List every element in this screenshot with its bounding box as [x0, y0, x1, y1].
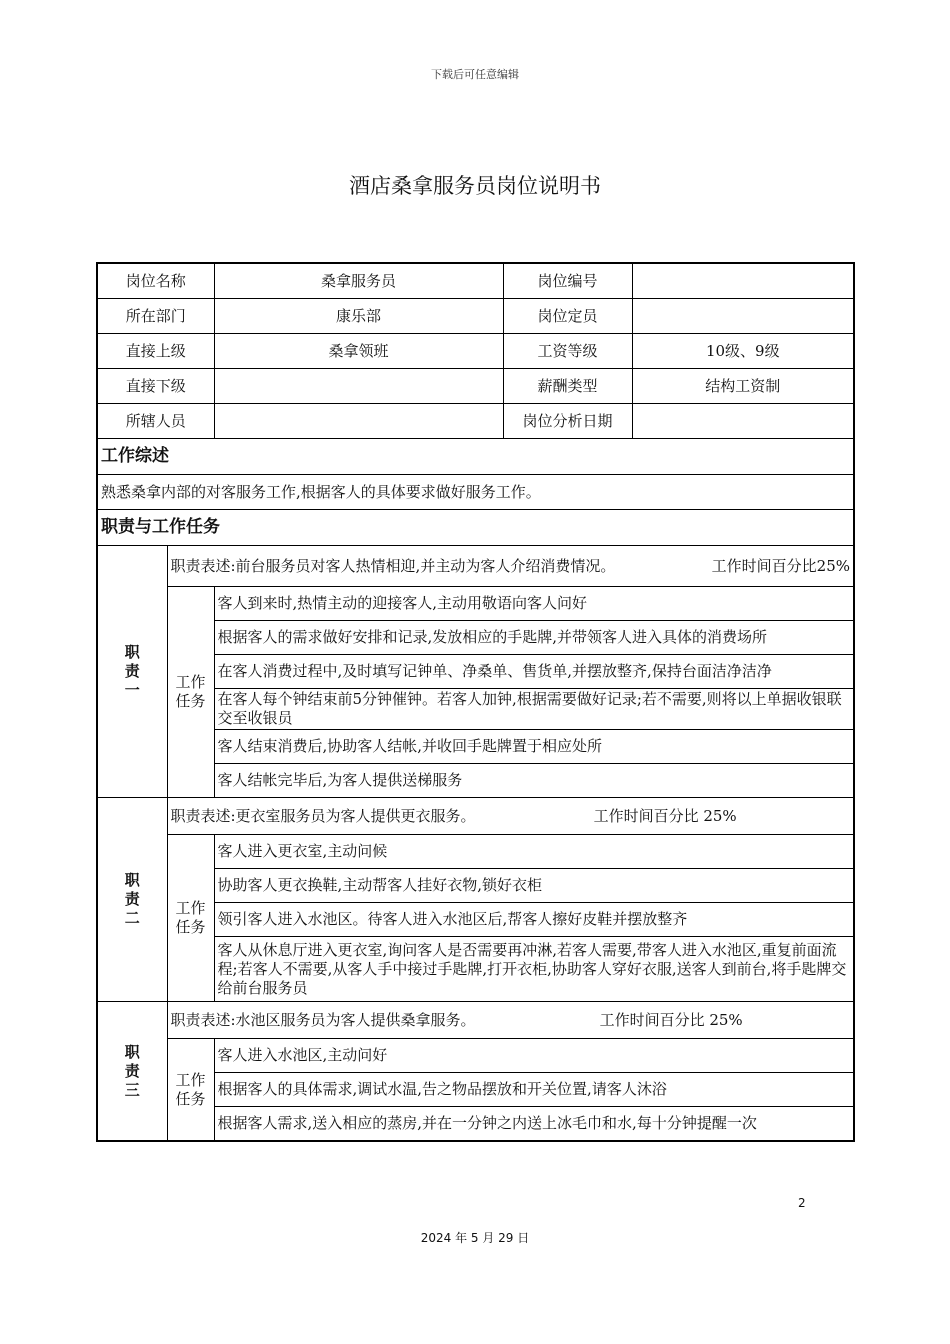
duty-statement-text: 职责表述:前台服务员对客人热情相迎,并主动为客人介绍消费情况。: [170, 556, 616, 575]
duty-percent: 工作时间百分比25%: [711, 556, 851, 575]
info-row: [97, 334, 854, 369]
info-label: 岗位定员: [503, 299, 632, 334]
info-value: 桑拿领班: [214, 334, 503, 369]
info-label: 直接下级: [97, 369, 214, 404]
task-item: 协助客人更衣换鞋,主动帮客人挂好衣物,锁好衣柜: [214, 869, 854, 903]
summary-heading: 工作综述: [97, 439, 854, 475]
footer-date: 2024 年 5 月 29 日: [420, 1231, 530, 1245]
duty-label: 职 责 二: [97, 798, 167, 1002]
duty-label: 职 责 三: [97, 1002, 167, 1142]
page-title: 酒店桑拿服务员岗位说明书: [349, 174, 601, 198]
duty-statement: [167, 1002, 854, 1039]
info-value: [632, 299, 854, 334]
task-item: 客人进入更衣室,主动问候: [214, 835, 854, 869]
duties-heading: 职责与工作任务: [97, 510, 854, 546]
duty-statement-text: 职责表述:更衣室服务员为客人提供更衣服务。: [170, 806, 476, 825]
page-number: 2: [798, 1196, 806, 1210]
task-item: 在客人消费过程中,及时填写记钟单、净桑单、售货单,并摆放整齐,保持台面洁净洁净: [214, 655, 854, 689]
duty-percent: 工作时间百分比 25%: [599, 1010, 743, 1029]
info-value: [214, 369, 503, 404]
info-value: [632, 263, 854, 299]
info-label: 所在部门: [97, 299, 214, 334]
task-label: 工作 任务: [167, 1039, 214, 1142]
info-value: [214, 404, 503, 439]
header-note: 下载后可任意编辑: [431, 68, 519, 81]
task-item: 根据客人的需求做好安排和记录,发放相应的手匙牌,并带领客人进入具体的消费场所: [214, 621, 854, 655]
duty-statement: [167, 546, 854, 587]
duty-label: 职 责 一: [97, 546, 167, 798]
info-label: 直接上级: [97, 334, 214, 369]
info-label: 工资等级: [503, 334, 632, 369]
info-row: [97, 404, 854, 439]
task-label: 工作 任务: [167, 835, 214, 1002]
info-row: [97, 263, 854, 299]
task-item: 根据客人需求,送入相应的蒸房,并在一分钟之内送上冰毛巾和水,每十分钟提醒一次: [214, 1107, 854, 1142]
duty-percent: 工作时间百分比 25%: [593, 806, 737, 825]
info-row: [97, 299, 854, 334]
task-item: 领引客人进入水池区。待客人进入水池区后,帮客人擦好皮鞋并摆放整齐: [214, 903, 854, 937]
duty-statement: [167, 798, 854, 835]
task-item: 客人进入水池区,主动问好: [214, 1039, 854, 1073]
task-item: 客人从休息厅进入更衣室,询问客人是否需要再冲淋,若客人需要,带客人进入水池区,重复前面流程;若客人不需要,从客人手中接过手匙牌,打开衣柜,协助客人穿好衣服,送客人到前台,将手匙牌交给前台服务员: [214, 937, 854, 1002]
info-value: [632, 404, 854, 439]
job-description-table: [96, 262, 855, 1142]
task-item: 客人到来时,热情主动的迎接客人,主动用敬语向客人问好: [214, 587, 854, 621]
info-value: 桑拿服务员: [214, 263, 503, 299]
info-row: [97, 369, 854, 404]
duty-statement-text: 职责表述:水池区服务员为客人提供桑拿服务。: [170, 1010, 476, 1029]
task-item: 客人结帐完毕后,为客人提供送梯服务: [214, 764, 854, 798]
info-label: 岗位名称: [97, 263, 214, 299]
summary-text: 熟悉桑拿内部的对客服务工作,根据客人的具体要求做好服务工作。: [97, 475, 854, 510]
info-label: 所辖人员: [97, 404, 214, 439]
task-item: 根据客人的具体需求,调试水温,告之物品摆放和开关位置,请客人沐浴: [214, 1073, 854, 1107]
info-label: 岗位编号: [503, 263, 632, 299]
task-label: 工作 任务: [167, 587, 214, 798]
task-item: 在客人每个钟结束前5分钟催钟。若客人加钟,根据需要做好记录;若不需要,则将以上单据收银联交至收银员: [214, 689, 854, 730]
info-value: 康乐部: [214, 299, 503, 334]
info-label: 薪酬类型: [503, 369, 632, 404]
info-value: 10级、9级: [632, 334, 854, 369]
info-label: 岗位分析日期: [503, 404, 632, 439]
info-value: 结构工资制: [632, 369, 854, 404]
task-item: 客人结束消费后,协助客人结帐,并收回手匙牌置于相应处所: [214, 730, 854, 764]
